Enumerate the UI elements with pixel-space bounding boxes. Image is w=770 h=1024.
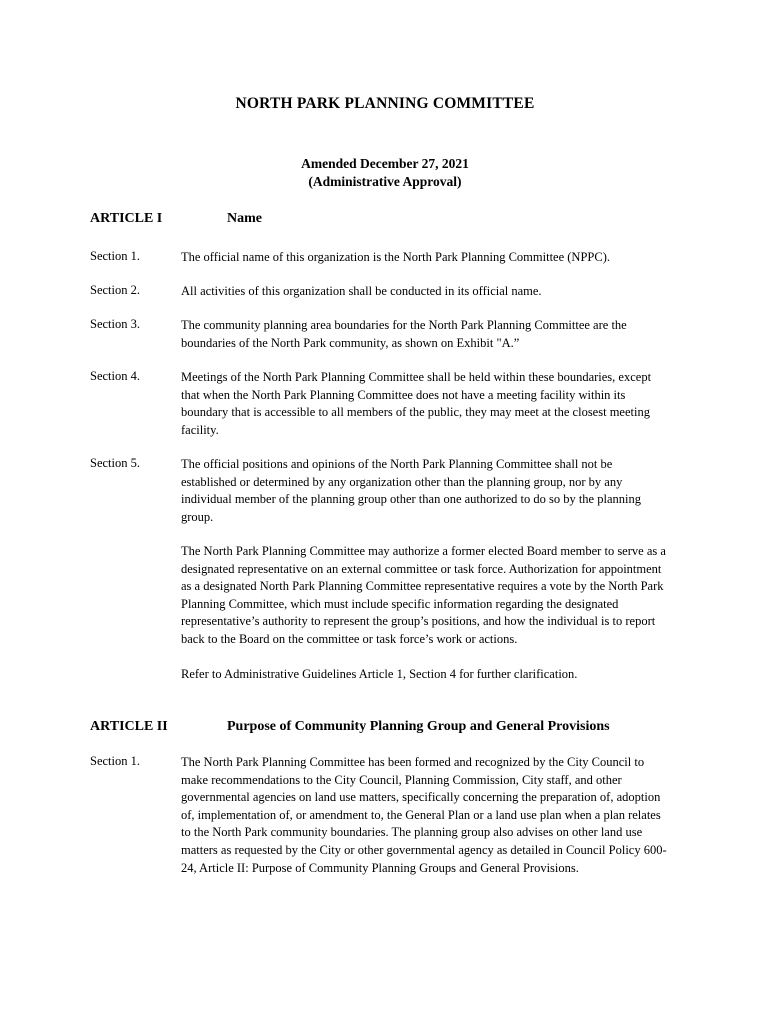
section-text: All activities of this organization shall be conducted in its official name. <box>181 284 542 298</box>
section-label: Section 4. <box>90 369 140 383</box>
section-label: Section 5. <box>90 456 140 470</box>
document-title: NORTH PARK PLANNING COMMITTEE <box>235 95 535 112</box>
article-1-label: ARTICLE I <box>90 211 163 226</box>
article-2-label: ARTICLE II <box>90 719 168 734</box>
section-text: The community planning area boundaries for the North Park Planning Committee are the boundaries of the North Park community, as shown on Exhibit "A.” <box>181 318 627 350</box>
approval-note: (Administrative Approval) <box>308 174 462 189</box>
section-label: Section 3. <box>90 317 140 331</box>
article-2-title: Purpose of Community Planning Group and General Provisions <box>227 719 610 734</box>
section-text: The official name of this organization is the North Park Planning Committee (NPPC). <box>181 250 610 264</box>
section-text: The official positions and opinions of the North Park Planning Committee shall not be established or determined by any organization other than the planning group, nor by any individual member of the planning group other than one authorized to do so by the planning group. <box>181 457 641 524</box>
section-label: Section 1. <box>90 754 140 768</box>
section-label: Section 2. <box>90 283 140 297</box>
section-label: Section 1. <box>90 249 140 263</box>
article-1-title: Name <box>227 211 262 226</box>
amended-date: Amended December 27, 2021 <box>301 156 469 171</box>
section-text: Meetings of the North Park Planning Committee shall be held within these boundaries, except that when the North Park Planning Committee does not have a meeting facility within its boundary that is accessible to all members of the public, they may meet at the closest meeting facility. <box>181 370 652 437</box>
amended-date-block <box>0 155 770 191</box>
clarification-note: Refer to Administrative Guidelines Article 1, Section 4 for further clarification. <box>181 667 578 681</box>
section-continuation-text: The North Park Planning Committee may authorize a former elected Board member to serve as a designated representative on an external committee or task force. Authorization for appointment as a designated North Park Planning Committee representative requires a vote by the North Park Planning Committee, which must include specific information regarding the designated representative’s authority to represent the group’s positions, and how the individual is to report back to the Board on the committee or task force’s work or actions. <box>181 544 666 646</box>
section-text: The North Park Planning Committee has been formed and recognized by the City Council to make recommendations to the City Council, Planning Commission, City staff, and other governmental agencies on land use matters, specifically concerning the preparation of, adoption of, implementation of, or amendment to, the General Plan or a land use plan when a plan relates to the North Park community boundaries. The planning group also advises on other land use matters as requested by the City or other governmental agency as detailed in Council Policy 600-24, Article II: Purpose of Community Planning Groups and General Provisions. <box>181 755 667 875</box>
